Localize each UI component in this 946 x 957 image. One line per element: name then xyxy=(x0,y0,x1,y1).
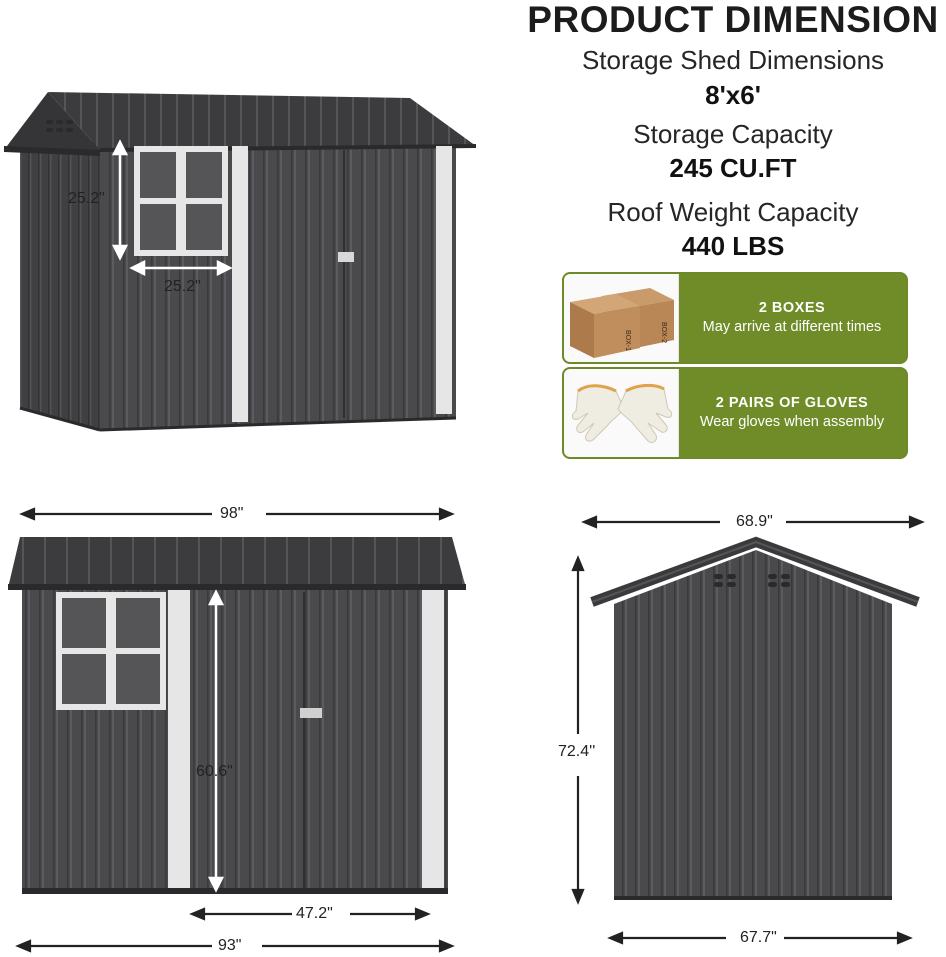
boxes-card-title: 2 BOXES xyxy=(758,300,826,316)
gloves-card-subtitle: Wear gloves when assembly xyxy=(699,414,885,430)
gloves-icon xyxy=(564,369,678,457)
window-height-label: 25.2" xyxy=(68,190,105,207)
spec-label-capacity: Storage Capacity xyxy=(633,119,833,149)
gloves-card-title: 2 PAIRS OF GLOVES xyxy=(715,395,869,411)
side-base-width-label: 67.7" xyxy=(740,929,777,946)
gloves-card-text xyxy=(678,369,906,457)
spec-value-roof-weight: 440 LBS xyxy=(681,231,785,261)
spec-label-roof-weight: Roof Weight Capacity xyxy=(607,197,859,227)
box-label-1: BOX-1 xyxy=(624,330,631,352)
shed-front-view-image xyxy=(0,500,470,910)
door-height-label: 60.6" xyxy=(196,763,233,780)
roof-width-label: 98" xyxy=(220,505,244,522)
boxes-thumb xyxy=(564,274,679,362)
spec-value-capacity: 245 CU.FT xyxy=(669,153,797,183)
boxes-card-subtitle: May arrive at different times xyxy=(702,319,882,335)
gloves-card xyxy=(562,367,908,459)
base-width-label: 93" xyxy=(218,937,242,954)
door-width-label: 47.2" xyxy=(296,905,333,922)
shed-side-view-image xyxy=(586,500,946,940)
spec-label-dimensions: Storage Shed Dimensions xyxy=(581,45,885,75)
spec-value-dimensions: 8'x6' xyxy=(705,80,761,110)
boxes-icon xyxy=(564,274,678,362)
side-height-label: 72.4'' xyxy=(558,743,596,760)
side-roof-width-label: 68.9" xyxy=(736,513,773,530)
gloves-thumb xyxy=(564,369,679,457)
window-width-label: 25.2" xyxy=(164,278,201,295)
boxes-card-text xyxy=(678,274,906,362)
box-label-2: BOX-2 xyxy=(660,322,667,344)
shed-perspective-image xyxy=(0,0,480,440)
page-title: PRODUCT DIMENSION xyxy=(527,0,939,40)
boxes-card xyxy=(562,272,908,364)
